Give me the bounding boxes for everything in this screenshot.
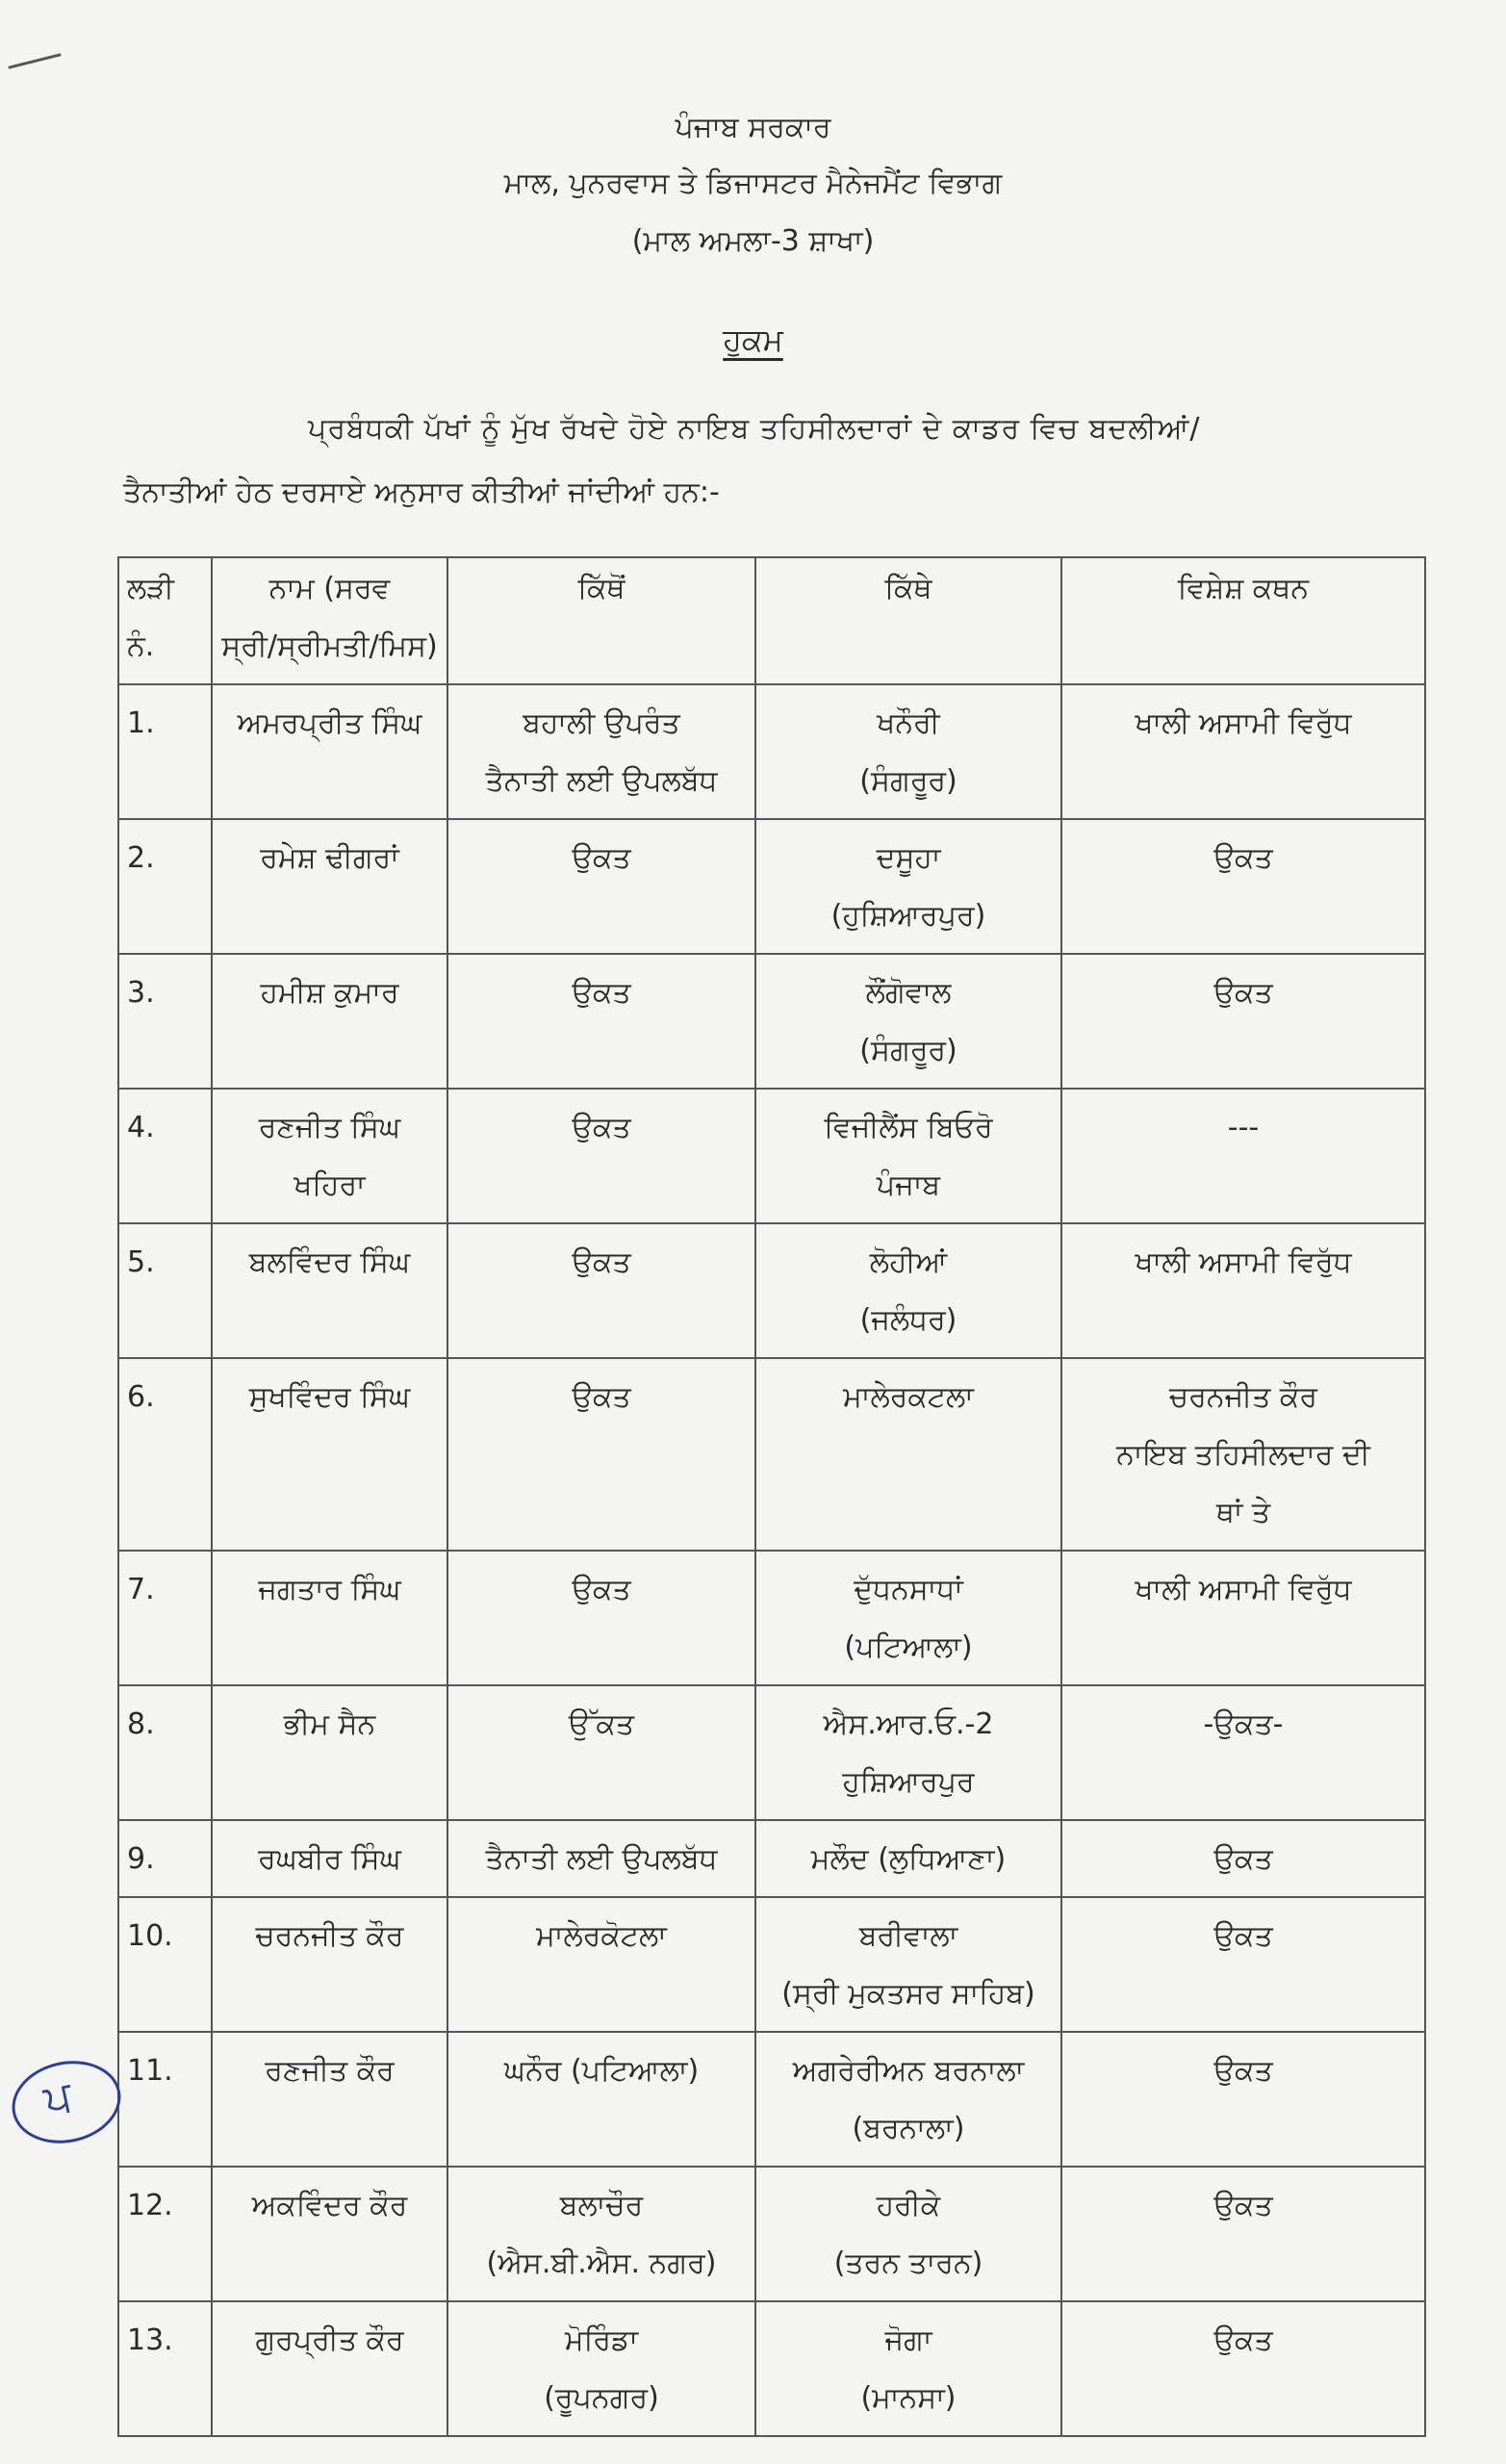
from-cell-line: ਉਕਤ [572, 841, 631, 875]
remarks-cell-line: ਉਕਤ [1213, 2189, 1273, 2222]
remarks-cell-line: ਉਕਤ [1213, 2323, 1273, 2357]
branch-title: (ਮਾਲ ਅਮਲਾ-3 ਸ਼ਾਖਾ) [631, 224, 875, 258]
table-row [118, 1089, 1425, 1223]
table-header-row [118, 557, 1425, 684]
remarks-cell-line: ਚਰਨਜੀਤ ਕੌਰ [1169, 1380, 1317, 1414]
remarks-cell [1061, 684, 1425, 819]
name-cell-line: ਖਹਿਰਾ [294, 1168, 366, 1202]
table-row [118, 2167, 1425, 2301]
remarks-cell [1061, 2032, 1425, 2167]
remarks-cell [1061, 1897, 1425, 2032]
from-cell-line: ਉਕਤ [572, 1380, 631, 1414]
name-cell [212, 2301, 447, 2436]
intro-line-1: ਪ੍ਰਬੰਧਕੀ ਪੱਖਾਂ ਨੂੰ ਮੁੱਖ ਰੱਖਦੇ ਹੋਏ ਨਾਇਬ ਤਹਿਸੀਲਦਾਰਾਂ ਦੇ ਕਾਡਰ ਵਿਚ ਬਦਲੀਆਂ/ [308, 412, 1201, 446]
remarks-cell-line: ਨਾਇਬ ਤਹਿਸੀਲਦਾਰ ਦੀ [1116, 1438, 1370, 1472]
to-cell-line: ਮਲੌਦ (ਲੁਧਿਆਣਾ) [810, 1842, 1007, 1876]
table-row [118, 2301, 1425, 2436]
serial-header-line1: ਲੜੀ [127, 572, 174, 605]
remarks-cell [1061, 1089, 1425, 1223]
remarks-cell-line: ਖਾਲੀ ਅਸਾਮੀ ਵਿਰੁੱਧ [1135, 1245, 1352, 1279]
name-cell [212, 1358, 447, 1551]
remarks-cell-line: ਖਾਲੀ ਅਸਾਮੀ ਵਿਰੁੱਧ [1135, 706, 1352, 740]
pen-mark [8, 53, 61, 68]
remarks-cell-line: ਉਕਤ [1213, 976, 1273, 1010]
department-title: ਮਾਲ, ਪੁਨਰਵਾਸ ਤੇ ਡਿਜਾਸਟਰ ਮੈਨੇਜਮੈਂਟ ਵਿਭਾਗ [503, 167, 1003, 200]
from-cell-line: ਬਲਾਚੌਰ [559, 2189, 644, 2222]
to-cell [755, 2167, 1061, 2301]
name-cell-line: ਸੁਖਵਿੰਦਰ ਸਿੰਘ [248, 1380, 411, 1414]
col-header-serial [118, 557, 212, 684]
col-header-remarks: ਵਿਸ਼ੇਸ਼ ਕਥਨ [1061, 557, 1425, 684]
to-cell [755, 1223, 1061, 1358]
to-cell-line: ਵਿਜੀਲੈਂਸ ਬਿਓਰੋ [824, 1111, 993, 1144]
from-cell [447, 1089, 755, 1223]
from-cell [447, 2301, 755, 2436]
name-cell [212, 819, 447, 954]
name-header-line2: ਸ੍ਰੀ/ਸ੍ਰੀਮਤੀ/ਮਿਸ) [221, 629, 438, 663]
name-cell-line: ਬਲਵਿੰਦਰ ਸਿੰਘ [248, 1245, 411, 1279]
remarks-cell-line: ਉਕਤ [1213, 1842, 1273, 1876]
to-cell [755, 1089, 1061, 1223]
to-cell [755, 819, 1061, 954]
from-cell [447, 1223, 755, 1358]
name-cell-line: ਰਣਜੀਤ ਸਿੰਘ [258, 1111, 401, 1144]
serial-cell: 10. [118, 1897, 212, 2032]
col-header-from: ਕਿੱਥੋਂ [447, 557, 755, 684]
name-cell [212, 954, 447, 1089]
remarks-cell-line: --- [1227, 1111, 1260, 1144]
from-cell [447, 1897, 755, 2032]
serial-cell: 4. [118, 1089, 212, 1223]
to-cell-line: (ਬਰਨਾਲਾ) [852, 2112, 965, 2145]
table-row [118, 819, 1425, 954]
remarks-cell [1061, 1223, 1425, 1358]
remarks-cell-line: ਖਾਲੀ ਅਸਾਮੀ ਵਿਰੁੱਧ [1135, 1573, 1352, 1606]
to-cell-line: (ਸੰਗਰੂਰ) [859, 764, 957, 798]
table-row [118, 1551, 1425, 1685]
to-cell-line: ਐਸ.ਆਰ.ਓ.-2 [823, 1707, 994, 1741]
name-cell [212, 1820, 447, 1897]
serial-cell: 12. [118, 2167, 212, 2301]
order-title: ਹੁਕਮ [723, 321, 783, 358]
from-cell-line: ਬਹਾਲੀ ਉਪਰੰਤ [523, 706, 680, 740]
table-row [118, 1223, 1425, 1358]
from-cell [447, 2032, 755, 2167]
serial-cell: 7. [118, 1551, 212, 1685]
remarks-cell [1061, 1820, 1425, 1897]
from-cell [447, 954, 755, 1089]
table-row [118, 684, 1425, 819]
to-cell-line: ਲੋਹੀਆਂ [869, 1245, 948, 1279]
serial-cell: 9. [118, 1820, 212, 1897]
from-cell-line: ਉਕਤ [572, 1111, 631, 1144]
name-cell-line: ਗੁਰਪ੍ਰੀਤ ਕੌਰ [255, 2323, 404, 2357]
name-cell [212, 1897, 447, 2032]
to-cell [755, 1897, 1061, 2032]
table-body [118, 684, 1425, 2436]
to-cell-line: (ਤਰਨ ਤਾਰਨ) [833, 2246, 983, 2280]
name-cell-line: ਅਕਵਿੰਦਰ ਕੌਰ [251, 2189, 408, 2222]
government-title: ਪੰਜਾਬ ਸਰਕਾਰ [675, 111, 831, 144]
name-cell [212, 684, 447, 819]
serial-cell: 11. [118, 2032, 212, 2167]
col-header-name [212, 557, 447, 684]
from-cell [447, 1685, 755, 1820]
remarks-cell-line: ਉਕਤ [1213, 2054, 1273, 2088]
to-cell-line: ਜੋਗਾ [884, 2323, 932, 2357]
serial-cell: 13. [118, 2301, 212, 2436]
remarks-cell-line: ਥਾਂ ਤੇ [1215, 1496, 1271, 1529]
to-cell [755, 2301, 1061, 2436]
from-cell [447, 2167, 755, 2301]
to-cell-line: (ਹੁਸ਼ਿਆਰਪੁਰ) [830, 899, 986, 933]
to-cell-line: ਬਰੀਵਾਲਾ [858, 1919, 958, 1953]
from-cell [447, 1820, 755, 1897]
name-cell-line: ਰਘਬੀਰ ਸਿੰਘ [258, 1842, 401, 1876]
remarks-cell [1061, 2167, 1425, 2301]
from-cell [447, 684, 755, 819]
from-cell-line: ਮੋਰਿੰਡਾ [564, 2323, 639, 2357]
from-cell [447, 1358, 755, 1551]
from-cell-line: (ਰੂਪਨਗਰ) [544, 2381, 659, 2415]
handwritten-mark: ਪ [39, 2071, 77, 2126]
remarks-cell [1061, 1358, 1425, 1551]
table-row [118, 1685, 1425, 1820]
remarks-cell [1061, 1551, 1425, 1685]
name-cell-line: ਰਮੇਸ਼ ਢੀਗਰਾਂ [260, 841, 399, 875]
to-cell-line: ਹੁਸ਼ਿਆਰਪੁਰ [842, 1765, 975, 1799]
remarks-cell-line: ਉਕਤ [1213, 841, 1273, 875]
table-row [118, 1897, 1425, 2032]
table-row [118, 2032, 1425, 2167]
to-cell [755, 1820, 1061, 1897]
to-cell-line: (ਮਾਨਸਾ) [860, 2381, 957, 2415]
serial-cell: 2. [118, 819, 212, 954]
name-cell [212, 1685, 447, 1820]
name-cell-line: ਰਣਜੀਤ ਕੌਰ [265, 2054, 395, 2088]
to-cell-line: (ਪਟਿਆਲਾ) [844, 1630, 973, 1664]
to-cell-line: ਅਗਰੇਰੀਅਨ ਬਰਨਾਲਾ [792, 2054, 1025, 2088]
to-cell-line: ਖਨੌਰੀ [877, 706, 940, 740]
table-row [118, 1820, 1425, 1897]
remarks-cell-line: -ਉਕਤ- [1203, 1707, 1284, 1741]
serial-header-line2: ਨੰ. [127, 629, 155, 663]
name-cell [212, 2032, 447, 2167]
from-cell-line: ਉਕਤ [572, 976, 631, 1010]
to-cell-line: ਦੁੱਧਨਸਾਧਾਂ [854, 1573, 963, 1606]
to-cell-line: (ਸੰਗਰੂਰ) [859, 1034, 957, 1067]
name-cell [212, 1551, 447, 1685]
from-cell-line: ਮਾਲੇਰਕੋਟਲਾ [536, 1919, 667, 1953]
to-cell-line: ਦਸੂਹਾ [876, 841, 941, 875]
remarks-cell [1061, 954, 1425, 1089]
remarks-cell-line: ਉਕਤ [1213, 1919, 1273, 1953]
name-cell-line: ਚਰਨਜੀਤ ਕੌਰ [255, 1919, 404, 1953]
from-cell-line: ਤੈਨਾਤੀ ਲਈ ਉਪਲਬੱਧ [485, 764, 718, 798]
from-cell [447, 819, 755, 954]
col-header-to: ਕਿੱਥੇ [755, 557, 1061, 684]
remarks-cell [1061, 2301, 1425, 2436]
from-cell-line: ਤੈਨਾਤੀ ਲਈ ਉਪਲਬੱਧ [485, 1842, 718, 1876]
page-number-stamp [5, 2051, 129, 2153]
to-cell [755, 954, 1061, 1089]
to-cell-line: ਪੰਜਾਬ [876, 1168, 941, 1202]
table-row [118, 1358, 1425, 1551]
from-cell-line: ਉਕਤ [572, 1245, 631, 1279]
to-cell [755, 1358, 1061, 1551]
transfer-table [117, 556, 1426, 2437]
name-cell-line: ਜਗਤਾਰ ਸਿੰਘ [258, 1573, 401, 1606]
name-cell-line: ਭੀਮ ਸੈਨ [283, 1707, 376, 1741]
name-cell-line: ਅਮਰਪ੍ਰੀਤ ਸਿੰਘ [237, 706, 422, 740]
to-cell [755, 1551, 1061, 1685]
serial-cell: 5. [118, 1223, 212, 1358]
serial-cell: 6. [118, 1358, 212, 1551]
serial-cell: 3. [118, 954, 212, 1089]
to-cell-line: ਲੌਂਗੋਵਾਲ [865, 976, 952, 1010]
name-cell-line: ਹਮੀਸ਼ ਕੁਮਾਰ [260, 976, 399, 1010]
name-header-line1: ਨਾਮ (ਸਰਵ [268, 572, 391, 605]
name-cell [212, 2167, 447, 2301]
remarks-cell [1061, 819, 1425, 954]
from-cell [447, 1551, 755, 1685]
remarks-cell [1061, 1685, 1425, 1820]
to-cell [755, 2032, 1061, 2167]
from-cell-line: (ਐਸ.ਬੀ.ਐਸ. ਨਗਰ) [486, 2246, 717, 2280]
to-cell-line: ਹਰੀਕੇ [876, 2189, 941, 2222]
from-cell-line: ਉਕਤ [572, 1573, 631, 1606]
name-cell [212, 1089, 447, 1223]
from-cell-line: ਉੱਕਤ [568, 1707, 635, 1741]
serial-cell: 8. [118, 1685, 212, 1820]
serial-cell: 1. [118, 684, 212, 819]
to-cell [755, 684, 1061, 819]
to-cell-line: ਮਾਲੇਰਕਟਲਾ [843, 1380, 974, 1414]
table-row [118, 954, 1425, 1089]
to-cell-line: (ਸ੍ਰੀ ਮੁਕਤਸਰ ਸਾਹਿਬ) [781, 1977, 1035, 2011]
from-cell-line: ਘਨੌਰ (ਪਟਿਆਲਾ) [503, 2054, 700, 2088]
order-heading [0, 321, 1506, 359]
name-cell [212, 1223, 447, 1358]
intro-line-2: ਤੈਨਾਤੀਆਂ ਹੇਠ ਦਰਸਾਏ ਅਨੁਸਾਰ ਕੀਤੀਆਂ ਜਾਂਦੀਆਂ ਹਨ:- [123, 475, 720, 509]
to-cell-line: (ਜਲੰਧਰ) [859, 1303, 957, 1337]
to-cell [755, 1685, 1061, 1820]
